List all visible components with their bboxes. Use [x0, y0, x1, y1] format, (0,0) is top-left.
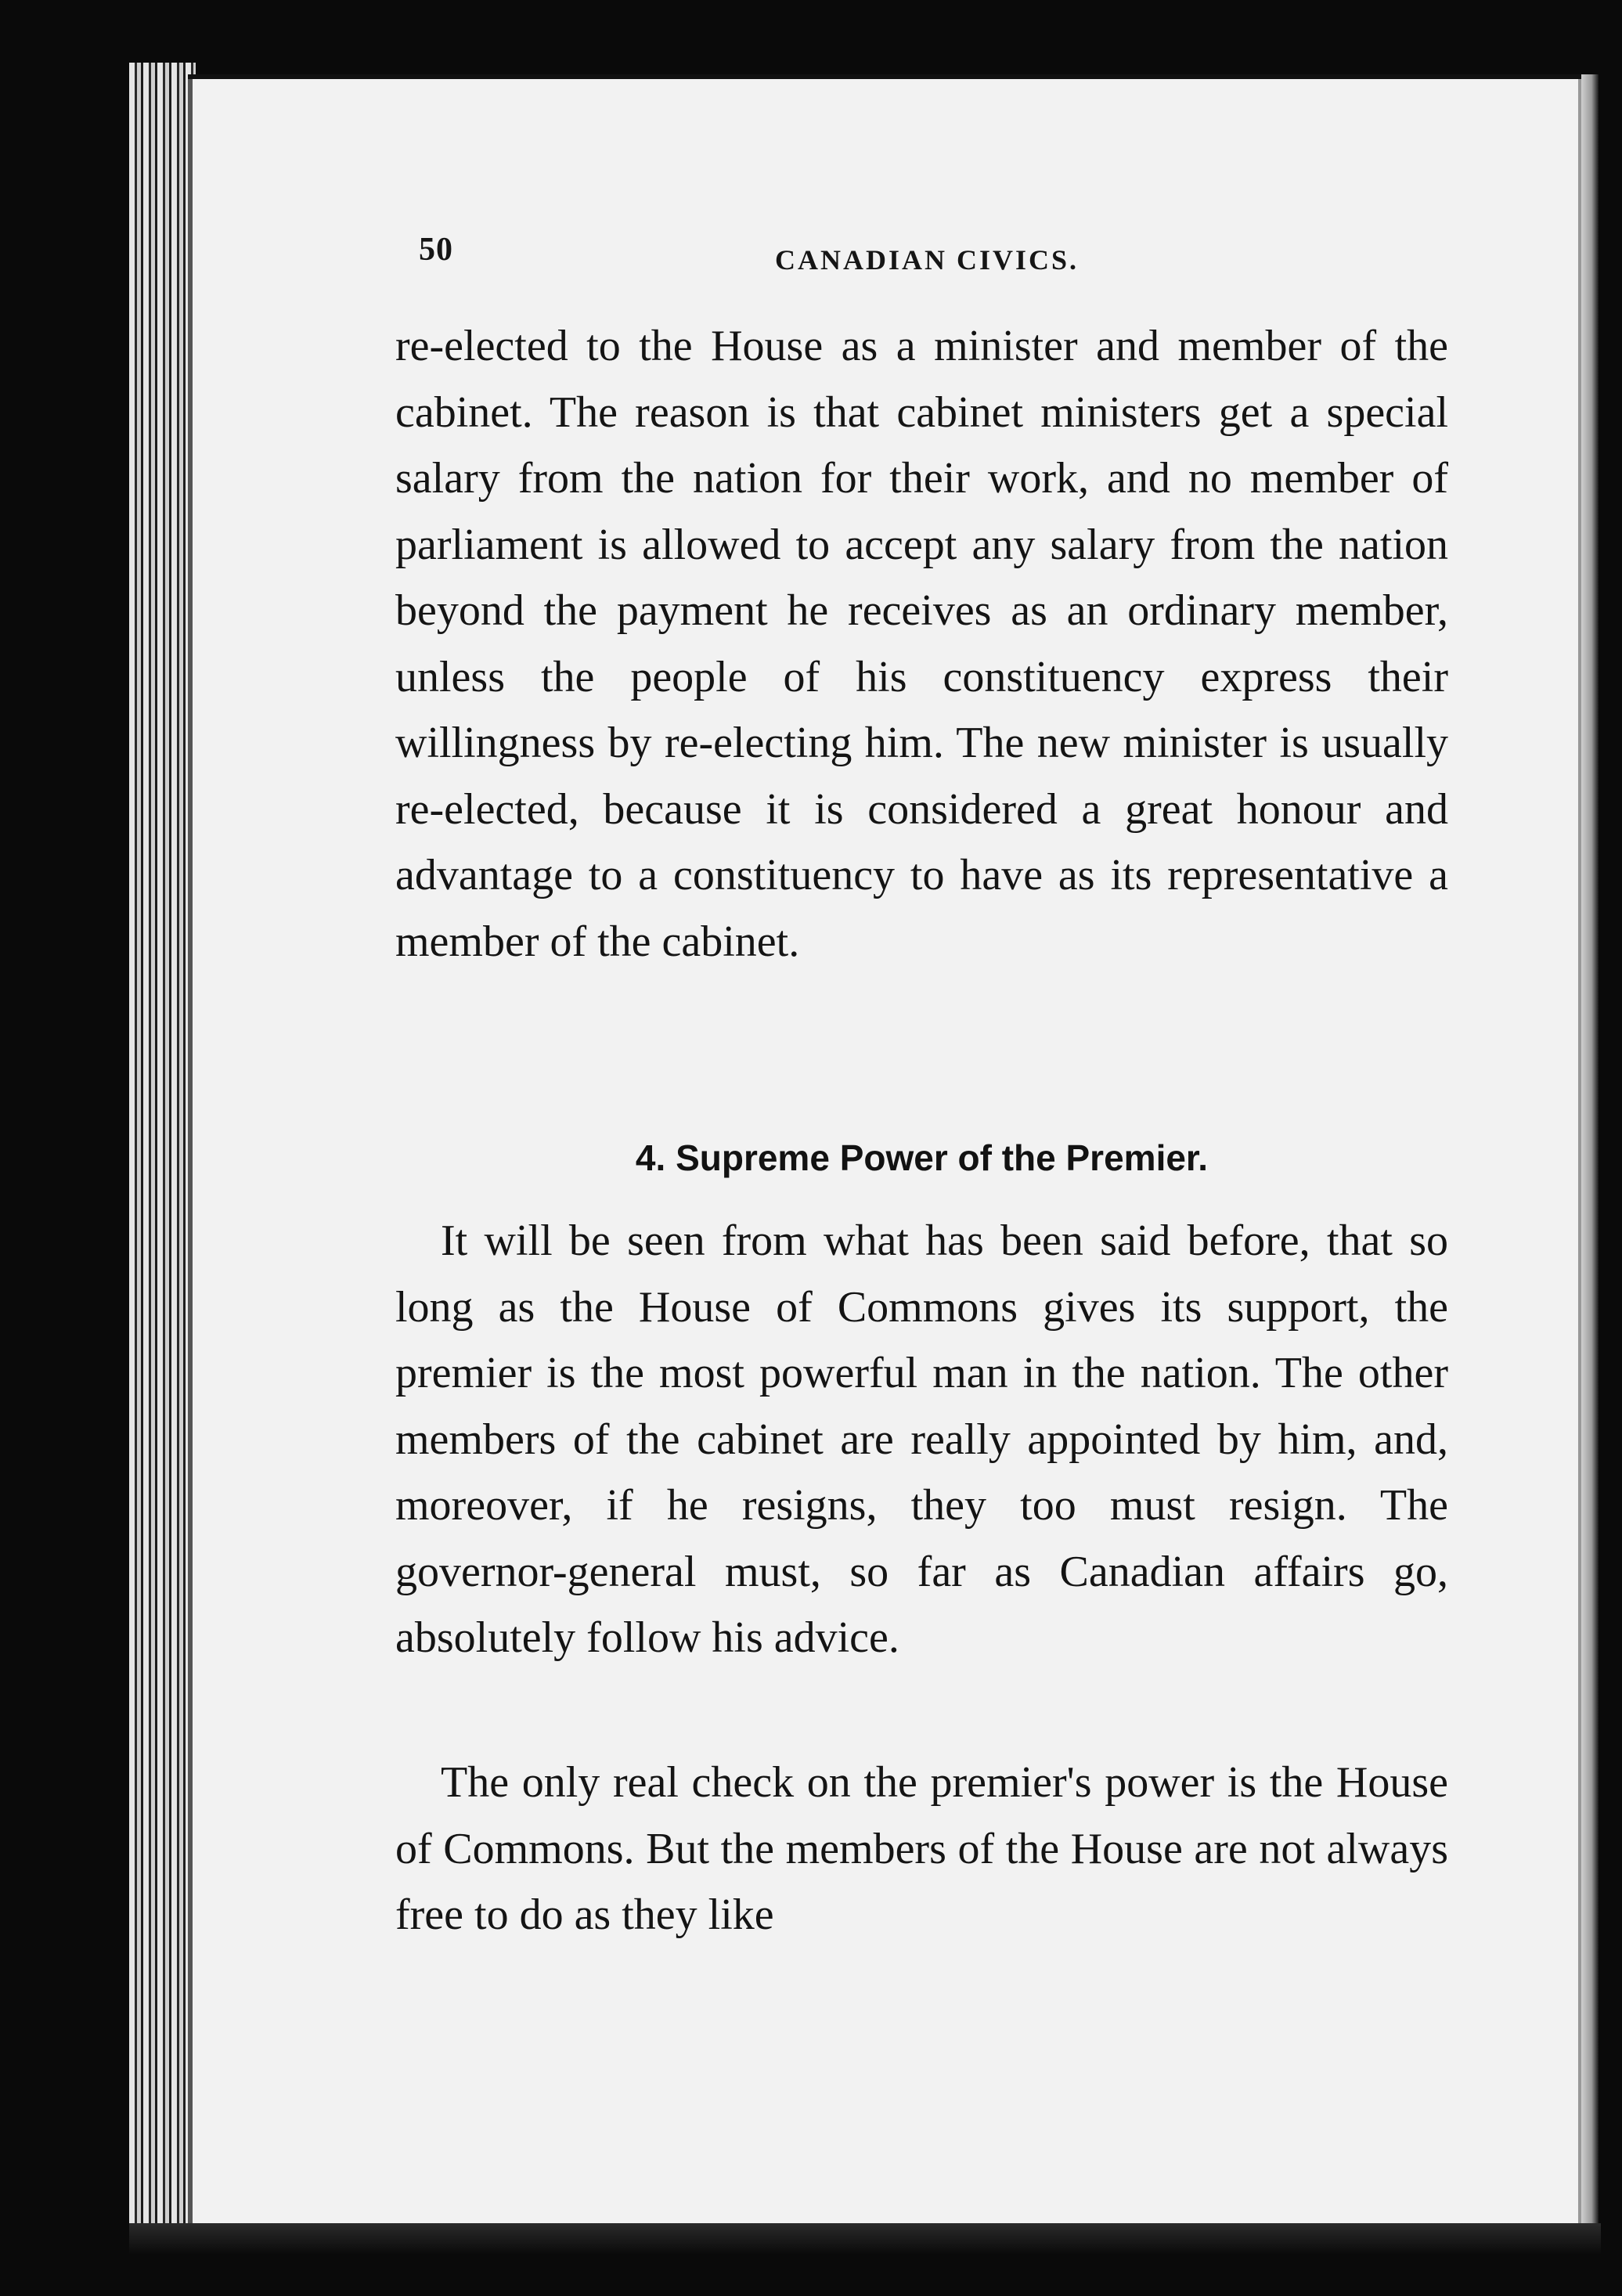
page-right-edge	[1581, 74, 1599, 2235]
paragraph-continued: re-elected to the House as a minister and member of the cabinet. The reason is that cabinet ministers get a special salary from the nation for their work, and no member of parliament is allowed to accept any salary from the nation beyond the payment he receives as an ordinary member, unless the people of his constituency express their willingness by re-electing him. The new minister is usually re-elected, because it is considered a great honour and advantage to a constituency to have as its representative a member of the cabinet.	[395, 322, 1448, 966]
page-bottom-shadow	[129, 2223, 1601, 2255]
running-title: CANADIAN CIVICS.	[775, 244, 1080, 276]
page-header	[419, 231, 1436, 278]
book-page-edges	[129, 63, 196, 2247]
page-number: 50	[419, 232, 453, 268]
section-heading: 4. Supreme Power of the Premier.	[635, 1137, 1209, 1178]
paragraph-premier-power: It will be seen from what has been said before, that so long as the House of Commons gives its support, the premier is the most powerful man in the nation. The other members of the cabinet are really appointed by him, and, moreover, if he resigns, they too must resign. The governor-general must, so far as Canadian affairs go, absolutely follow his advice.	[395, 1216, 1448, 1662]
paragraph-check-on-power: The only real check on the premier's power is the House of Commons. But the members of the House are not always free to do as they like	[395, 1758, 1448, 1939]
